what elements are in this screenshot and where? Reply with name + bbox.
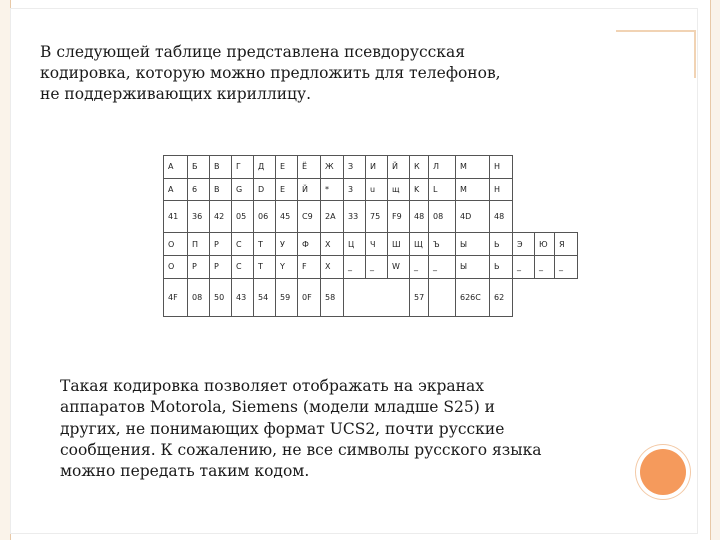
table-cell: Й xyxy=(388,156,410,179)
table-cell: _ xyxy=(555,256,578,279)
table-cell: 33 xyxy=(344,201,366,233)
table-row xyxy=(164,256,578,279)
table-cell: 48 xyxy=(410,201,429,233)
table-cell xyxy=(513,278,535,316)
right-frame-band xyxy=(710,0,720,540)
table-cell: З xyxy=(344,156,366,179)
table-cell: Щ xyxy=(410,233,429,256)
table-cell: К xyxy=(410,156,429,179)
table-cell: u xyxy=(366,178,388,201)
table-cell: F9 xyxy=(388,201,410,233)
orange-circle-decoration xyxy=(640,449,686,495)
table-cell xyxy=(429,278,456,316)
intro-paragraph xyxy=(40,42,600,105)
table-cell: _ xyxy=(410,256,429,279)
table-cell: Ё xyxy=(298,156,321,179)
table-cell xyxy=(513,178,535,201)
table-cell xyxy=(555,201,578,233)
table-cell: С xyxy=(232,233,254,256)
outro-line: Такая кодировка позволяет отображать на экранах xyxy=(60,377,484,395)
table-cell: Л xyxy=(429,156,456,179)
table-cell: O xyxy=(164,256,188,279)
table-cell: Ж xyxy=(321,156,344,179)
table-cell: * xyxy=(321,178,344,201)
table-cell: 43 xyxy=(232,278,254,316)
table-cell: Ю xyxy=(535,233,555,256)
table-cell xyxy=(513,156,535,179)
table-cell xyxy=(555,156,578,179)
table-cell: Й xyxy=(298,178,321,201)
table-cell: _ xyxy=(429,256,456,279)
table-cell: C xyxy=(232,256,254,279)
table-cell: 75 xyxy=(366,201,388,233)
table-cell: В xyxy=(210,156,232,179)
table-cell: P xyxy=(188,256,210,279)
table-cell: 57 xyxy=(410,278,429,316)
table-cell: 05 xyxy=(232,201,254,233)
table-cell: О xyxy=(164,233,188,256)
table-cell xyxy=(344,278,366,316)
table-cell: K xyxy=(410,178,429,201)
outro-line: других, не понимающих формат UCS2, почти русские xyxy=(60,419,505,438)
corner-decoration-horizontal xyxy=(616,30,696,32)
intro-line: кодировка, которую можно предложить для телефонов, xyxy=(40,64,501,82)
table-cell: _ xyxy=(344,256,366,279)
table-cell: Т xyxy=(254,233,276,256)
table-cell: щ xyxy=(388,178,410,201)
outro-line: можно передать таким кодом. xyxy=(60,462,310,481)
table-cell: Г xyxy=(232,156,254,179)
table-row xyxy=(164,233,578,256)
table-cell: Ы xyxy=(456,233,490,256)
table-cell: H xyxy=(490,178,513,201)
table-cell: Х xyxy=(321,233,344,256)
table-cell: Ы xyxy=(456,256,490,279)
outro-paragraph xyxy=(60,376,580,482)
table-cell xyxy=(388,278,410,316)
table-cell: 36 xyxy=(188,201,210,233)
table-cell: 06 xyxy=(254,201,276,233)
table-cell: Р xyxy=(210,233,232,256)
table-cell: А xyxy=(164,156,188,179)
table-cell: 59 xyxy=(276,278,298,316)
encoding-table xyxy=(163,155,578,317)
table-cell: A xyxy=(164,178,188,201)
table-cell: 62 xyxy=(490,278,513,316)
table-cell: У xyxy=(276,233,298,256)
table-cell: М xyxy=(456,156,490,179)
table-cell: Ъ xyxy=(429,233,456,256)
table-row xyxy=(164,178,578,201)
outro-line: аппаратов Motorola, Siemens (модели младше S25) и xyxy=(60,398,496,417)
table-cell: 08 xyxy=(429,201,456,233)
table-cell: P xyxy=(210,256,232,279)
table-cell: Б xyxy=(188,156,210,179)
table-cell xyxy=(535,156,555,179)
table-row xyxy=(164,156,578,179)
intro-line: не поддерживающих кириллицу. xyxy=(40,85,312,103)
table-cell: 41 xyxy=(164,201,188,233)
table-cell: B xyxy=(210,178,232,201)
table-cell: 45 xyxy=(276,201,298,233)
table-cell: 0F xyxy=(298,278,321,316)
table-cell xyxy=(535,278,555,316)
table-row xyxy=(164,201,578,233)
table-cell: Н xyxy=(490,156,513,179)
table-cell: L xyxy=(429,178,456,201)
table-cell: D xyxy=(254,178,276,201)
table-cell: 2A xyxy=(321,201,344,233)
table-cell: Э xyxy=(513,233,535,256)
table-row xyxy=(164,278,578,316)
table-cell: W xyxy=(388,256,410,279)
table-cell: Ь xyxy=(490,256,513,279)
table-cell xyxy=(535,201,555,233)
table-cell xyxy=(535,178,555,201)
table-cell: П xyxy=(188,233,210,256)
table-cell xyxy=(366,278,388,316)
table-cell: G xyxy=(232,178,254,201)
table-cell: _ xyxy=(513,256,535,279)
table-cell: E xyxy=(276,178,298,201)
table-cell: _ xyxy=(535,256,555,279)
table-cell: Д xyxy=(254,156,276,179)
table-cell xyxy=(513,201,535,233)
table-cell: Ш xyxy=(388,233,410,256)
table-cell: 3 xyxy=(344,178,366,201)
table-cell: 08 xyxy=(188,278,210,316)
intro-line: В следующей таблице представлена псевдорусская xyxy=(40,43,466,61)
table-cell: Ц xyxy=(344,233,366,256)
table-cell: _ xyxy=(366,256,388,279)
table-cell: 626C xyxy=(456,278,490,316)
table-cell: 58 xyxy=(321,278,344,316)
table-cell: T xyxy=(254,256,276,279)
table-cell: 42 xyxy=(210,201,232,233)
table-cell: M xyxy=(456,178,490,201)
table-cell: 54 xyxy=(254,278,276,316)
outro-line: сообщения. К сожалению, не все символы русского языка xyxy=(60,440,542,459)
table-cell: Е xyxy=(276,156,298,179)
corner-decoration-vertical xyxy=(694,30,696,78)
table-cell: 48 xyxy=(490,201,513,233)
table-cell: 6 xyxy=(188,178,210,201)
table-cell: 50 xyxy=(210,278,232,316)
table-cell xyxy=(555,278,578,316)
table-cell: Y xyxy=(276,256,298,279)
table-cell: 4D xyxy=(456,201,490,233)
table-cell: C9 xyxy=(298,201,321,233)
table-cell: Ь xyxy=(490,233,513,256)
table-cell: И xyxy=(366,156,388,179)
table-cell: Ч xyxy=(366,233,388,256)
table-cell: X xyxy=(321,256,344,279)
table-cell: 4F xyxy=(164,278,188,316)
table-cell: Ф xyxy=(298,233,321,256)
table-cell xyxy=(555,178,578,201)
table-cell: F xyxy=(298,256,321,279)
table-cell: Я xyxy=(555,233,578,256)
